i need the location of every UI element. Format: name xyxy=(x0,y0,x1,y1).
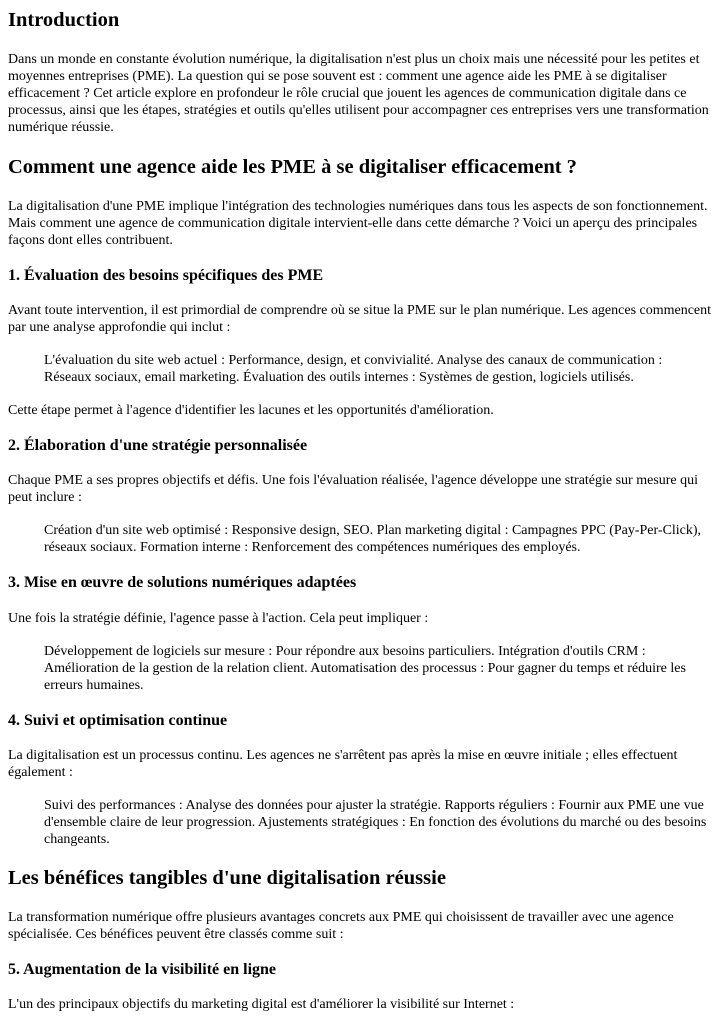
subheading-visibility: 5. Augmentation de la visibilité en ligne xyxy=(8,961,277,978)
blockquote-monitoring: Suivi des performances : Analyse des données pour ajuster la stratégie. Rapports réguliers : Fournir aux PME une vue d'ensemble claire de leur progression. Ajustements stratégiques : En fonction des évolutions du marché ou des besoins changeants. xyxy=(44,798,707,847)
section-heading-agency-help: Comment une agence aide les PME à se digitaliser efficacement ? xyxy=(8,156,577,178)
blockquote-needs-evaluation: L'évaluation du site web actuel : Performance, design, et convivialité. Analyse des canaux de communication : Réseaux sociaux, email marketing. Évaluation des outils internes : Systèmes de gestion, logiciels utilisés. xyxy=(44,353,663,385)
paragraph-needs-evaluation-after: Cette étape permet à l'agence d'identifier les lacunes et les opportunités d'amélioration. xyxy=(8,403,494,418)
paragraph-monitoring: La digitalisation est un processus continu. Les agences ne s'arrêtent pas après la mise en œuvre initiale ; elles effectuent également : xyxy=(8,748,678,780)
section-paragraph-benefits: La transformation numérique offre plusieurs avantages concrets aux PME qui choisissent de travailler avec une agence spécialisée. Ces bénéfices peuvent être classés comme suit : xyxy=(8,910,674,942)
intro-heading: Introduction xyxy=(8,9,120,31)
paragraph-visibility: L'un des principaux objectifs du marketing digital est d'améliorer la visibilité sur Internet : xyxy=(8,997,515,1012)
section-paragraph-agency-help: La digitalisation d'une PME implique l'intégration des technologies numériques dans tous les aspects de son fonctionnement. Mais comment une agence de communication digitale intervient-elle dans cette démarche ? Voici un aperçu des principales façons dont elles contribuent. xyxy=(8,199,708,248)
blockquote-strategy: Création d'un site web optimisé : Responsive design, SEO. Plan marketing digital : Campagnes PPC (Pay-Per-Click), réseaux sociaux. Formation interne : Renforcement des compétences numériques des employés. xyxy=(44,523,702,555)
subheading-needs-evaluation: 1. Évaluation des besoins spécifiques des PME xyxy=(8,267,324,284)
blockquote-implementation: Développement de logiciels sur mesure : Pour répondre aux besoins particuliers. Intégration d'outils CRM : Amélioration de la gestion de la relation client. Automatisation des processus : Pour gagner du temps et réduire les erreurs humaines. xyxy=(44,644,686,693)
subheading-strategy: 2. Élaboration d'une stratégie personnalisée xyxy=(8,437,308,454)
section-heading-benefits: Les bénéfices tangibles d'une digitalisation réussie xyxy=(8,867,446,889)
intro-paragraph: Dans un monde en constante évolution numérique, la digitalisation n'est plus un choix mais une nécessité pour les petites et moyennes entreprises (PME). La question qui se pose souvent est : comment une agence aide les PME à se digitaliser efficacement ? Cet article explore en profondeur le rôle crucial que jouent les agences de communication digitale dans ce processus, ainsi que les étapes, stratégies et outils qu'elles utilisent pour accompagner ces entreprises vers une transformation numérique réussie. xyxy=(8,52,709,135)
paragraph-strategy: Chaque PME a ses propres objectifs et défis. Une fois l'évaluation réalisée, l'agence développe une stratégie sur mesure qui peut inclure : xyxy=(8,473,699,505)
article xyxy=(0,8,712,1013)
paragraph-needs-evaluation: Avant toute intervention, il est primordial de comprendre où se situe la PME sur le plan numérique. Les agences commencent par une analyse approfondie qui inclut : xyxy=(8,303,712,335)
subheading-monitoring: 4. Suivi et optimisation continue xyxy=(8,712,228,729)
paragraph-implementation: Une fois la stratégie définie, l'agence passe à l'action. Cela peut impliquer : xyxy=(8,611,429,626)
subheading-implementation: 3. Mise en œuvre de solutions numériques adaptées xyxy=(8,574,357,591)
